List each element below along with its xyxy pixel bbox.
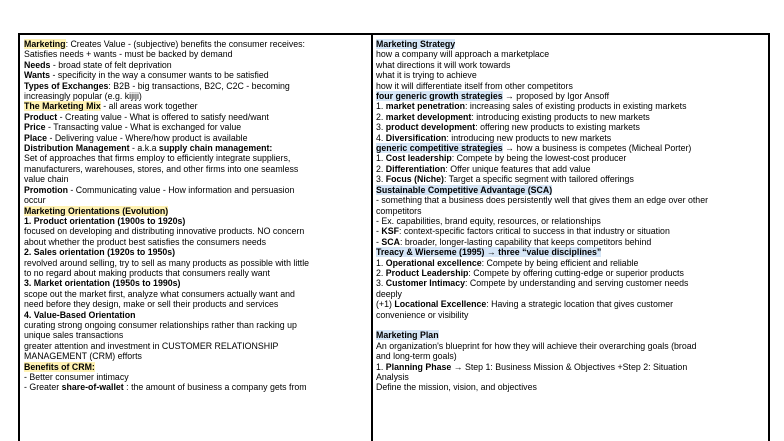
bold-term: 1. Product orientation (1900s to 1920s): [24, 215, 186, 226]
note-text: - specificity in the way a consumer wants to be satisfied: [50, 70, 269, 81]
bold-term: 3. Market orientation (1950s to 1990s): [24, 278, 181, 289]
highlighted-heading: generic competitive strategies: [376, 143, 503, 154]
note-text: : increasing sales of existing products in existing markets: [464, 101, 687, 112]
note-line: [24, 195, 367, 205]
note-text: : introducing new products to new markets: [446, 132, 612, 143]
highlighted-heading: Sustainable Competitive Advantage (SCA): [376, 184, 553, 195]
note-text: Analysis: [376, 371, 409, 382]
note-line: [376, 70, 764, 80]
bold-term: Differentiation: [385, 163, 446, 174]
note-text: about whether the product best satisfies the consumers needs: [24, 236, 267, 247]
note-text: increasingly popular (e.g. kijiji): [24, 91, 142, 102]
note-text: to no regard about making products that consumers really want: [24, 267, 270, 278]
note-text: → how a business is competes (Micheal Porter): [502, 143, 692, 154]
note-text: occur: [24, 195, 46, 206]
note-text: focused on developing and distributing innovative products. NO concern: [24, 226, 305, 237]
note-text: what directions it will work towards: [376, 59, 511, 70]
note-line: [376, 310, 764, 320]
bold-term: supply chain management:: [158, 143, 273, 154]
bold-term: KSF: [381, 226, 399, 237]
highlighted-heading: Marketing Strategy: [376, 39, 456, 49]
note-text: - Greater: [24, 382, 62, 393]
note-text: Define the mission, vision, and objectives: [376, 382, 537, 393]
bold-term: share-of-wallet: [61, 382, 124, 393]
bold-term: 2. Sales orientation (1920s to 1950s): [24, 247, 176, 258]
note-text: : context-specific factors critical to success in that industry or situation: [398, 226, 670, 237]
bold-term: Needs: [24, 59, 51, 70]
note-line: [376, 299, 764, 309]
note-line: [376, 237, 764, 247]
blank-line: [376, 320, 764, 330]
note-line: [24, 60, 367, 70]
note-text: convenience or visibility: [376, 309, 469, 320]
note-text: - broad state of felt deprivation: [50, 59, 172, 70]
note-text: value chain: [24, 174, 69, 185]
note-line: [376, 330, 764, 340]
note-text: deeply: [376, 288, 402, 299]
note-text: → proposed by Igor Ansoff: [502, 91, 610, 102]
note-line: [24, 49, 367, 59]
note-text: : Creates Value - (subjective) benefits the consumer receives:: [65, 39, 305, 49]
bold-term: Diversification: [385, 132, 447, 143]
note-line: [376, 258, 764, 268]
highlighted-heading: The Marketing Mix: [24, 101, 101, 112]
note-line: [24, 143, 367, 153]
bold-term: Promotion: [24, 184, 68, 195]
note-text: Satisfies needs + wants - must be backed by demand: [24, 49, 233, 60]
bold-term: Planning Phase: [385, 361, 452, 372]
bold-term: market development: [385, 111, 472, 122]
note-text: (+1): [376, 299, 395, 310]
note-line: [376, 195, 764, 205]
bold-term: Customer Intimacy: [385, 278, 465, 289]
note-text: how it will differentiate itself from other competitors: [376, 80, 573, 91]
highlighted-heading: Marketing Orientations (Evolution): [24, 205, 169, 216]
note-text: 1.: [376, 101, 386, 112]
note-text: competitors: [376, 205, 422, 216]
note-text: : Compete by offering cutting-edge or superior products: [468, 267, 684, 278]
note-text: 3.: [376, 122, 386, 133]
note-line: [376, 289, 764, 299]
note-line: [376, 372, 764, 382]
note-line: [24, 153, 367, 163]
note-text: 1.: [376, 361, 386, 372]
note-line: [376, 185, 764, 195]
note-text: Set of approaches that firms employ to efficiently integrate suppliers,: [24, 153, 291, 164]
note-line: [376, 362, 764, 372]
bold-term: Wants: [24, 70, 51, 81]
note-line: [376, 143, 764, 153]
note-line: [376, 101, 764, 111]
note-text: : Target a specific segment with tailored offerings: [443, 174, 634, 185]
note-line: [24, 226, 367, 236]
note-text: : offering new products to existing markets: [475, 122, 640, 133]
note-text: : Compete by understanding and serving customer needs: [464, 278, 689, 289]
note-line: [24, 81, 367, 91]
note-line: [24, 185, 367, 195]
note-text: - Delivering value - Where/how product is available: [47, 132, 248, 143]
note-text: 2.: [376, 111, 386, 122]
note-text: : Offer unique features that add value: [445, 163, 591, 174]
note-line: [376, 122, 764, 132]
note-line: [24, 382, 367, 392]
bold-term: Price: [24, 122, 46, 133]
note-line: [376, 133, 764, 143]
note-line: [24, 351, 367, 361]
note-text: 2.: [376, 267, 386, 278]
note-line: [24, 258, 367, 268]
note-line: [24, 362, 367, 372]
note-line: [24, 341, 367, 351]
note-line: [376, 81, 764, 91]
highlighted-heading: four generic growth strategies: [376, 91, 503, 102]
note-line: [24, 174, 367, 184]
note-line: [24, 133, 367, 143]
highlighted-heading: Marketing: [24, 39, 66, 49]
note-text: unique sales transactions: [24, 330, 124, 341]
note-line: [376, 91, 764, 101]
note-line: [24, 268, 367, 278]
note-line: [376, 206, 764, 216]
note-line: [24, 289, 367, 299]
note-line: [24, 216, 367, 226]
note-text: - Better consumer intimacy: [24, 372, 129, 382]
note-line: [24, 70, 367, 80]
note-text: greater attention and investment in CUSTOMER RELATIONSHIP: [24, 340, 279, 351]
note-text: 1.: [376, 257, 386, 268]
note-text: MANAGEMENT (CRM) efforts: [24, 351, 142, 362]
highlighted-heading: Marketing Plan: [376, 330, 439, 341]
note-text: : the amount of business a company gets from: [123, 382, 307, 393]
note-line: [376, 216, 764, 226]
note-text: - Ex. capabilities, brand equity, resources, or relationships: [376, 215, 601, 226]
bold-term: Types of Exchanges: [24, 80, 109, 91]
note-line: [24, 101, 367, 111]
bold-term: Place: [24, 132, 47, 143]
note-line: [376, 112, 764, 122]
note-line: [376, 382, 764, 392]
bold-term: Operational excellence: [385, 257, 482, 268]
note-text: manufacturers, warehouses, stores, and other firms into one seamless: [24, 163, 299, 174]
note-text: : Having a strategic location that gives customer: [486, 299, 674, 310]
note-line: [24, 372, 367, 382]
note-text: : introducing existing products to new markets: [471, 111, 650, 122]
note-text: - Communicating value - How information and persuasion: [67, 184, 295, 195]
note-line: [24, 278, 367, 288]
note-text: An organization's blueprint for how they will achieve their overarching goals (broad: [376, 340, 697, 351]
note-text: 2.: [376, 163, 386, 174]
note-text: → Step 1: Business Mission & Objectives +Step 2: Situation: [451, 361, 688, 372]
notes-sheet: [18, 33, 770, 441]
note-line: [24, 39, 367, 49]
note-line: [376, 60, 764, 70]
note-line: [376, 39, 764, 49]
note-text: what it is trying to achieve: [376, 70, 477, 81]
note-text: - Transacting value - What is exchanged for value: [45, 122, 242, 133]
note-text: curating strong ongoing consumer relationships rather than racking up: [24, 319, 297, 330]
bold-term: product development: [385, 122, 476, 133]
right-column: [373, 35, 768, 441]
note-text: scope out the market first, analyze what consumers actually want and: [24, 288, 295, 299]
bold-term: 4. Value-Based Orientation: [24, 309, 136, 320]
note-text: revolved around selling, try to sell as many products as possible with little: [24, 257, 310, 268]
note-line: [24, 112, 367, 122]
note-line: [376, 226, 764, 236]
bold-term: Locational Excellence: [394, 299, 487, 310]
note-text: 4.: [376, 132, 386, 143]
note-text: - a.k.a: [129, 143, 159, 154]
bold-term: SCA: [381, 236, 400, 247]
note-text: -: [376, 226, 382, 237]
bold-term: Product: [24, 111, 58, 122]
note-text: : Compete by being the lowest-cost producer: [451, 153, 627, 164]
note-line: [376, 174, 764, 184]
note-text: how a company will approach a marketplace: [376, 49, 550, 60]
note-line: [24, 310, 367, 320]
bold-term: Distribution Management: [24, 143, 130, 154]
note-text: - all areas work together: [100, 101, 198, 112]
highlighted-heading: Benefits of CRM:: [24, 361, 95, 372]
note-line: [24, 330, 367, 340]
note-line: [24, 122, 367, 132]
note-line: [24, 320, 367, 330]
note-text: - something that a business does persistently well that gives them an edge over other: [376, 195, 709, 206]
note-text: : B2B - big transactions, B2C, C2C - becoming: [108, 80, 290, 91]
note-line: [376, 247, 764, 257]
note-text: 3.: [376, 174, 386, 185]
highlighted-heading: Treacy & Wierseme (1995) → three “value disciplines”: [376, 247, 602, 258]
note-line: [24, 237, 367, 247]
note-text: 1.: [376, 153, 386, 164]
bold-term: Product Leadership: [385, 267, 469, 278]
note-line: [376, 341, 764, 351]
note-line: [376, 49, 764, 59]
note-text: 3.: [376, 278, 386, 289]
note-line: [24, 91, 367, 101]
bold-term: Cost leadership: [385, 153, 452, 164]
note-line: [24, 299, 367, 309]
bold-term: market penetration: [385, 101, 465, 112]
note-text: : Compete by being efficient and reliable: [481, 257, 639, 268]
note-line: [376, 268, 764, 278]
note-line: [376, 164, 764, 174]
note-text: and long-term goals): [376, 351, 457, 362]
note-line: [376, 153, 764, 163]
note-line: [24, 206, 367, 216]
note-text: need before they design, make or sell their products and services: [24, 299, 279, 310]
note-line: [24, 247, 367, 257]
note-line: [376, 351, 764, 361]
left-column: [20, 35, 373, 441]
note-text: - Creating value - What is offered to satisfy need/want: [57, 111, 269, 122]
note-line: [24, 164, 367, 174]
note-text: -: [376, 236, 382, 247]
note-text: : broader, longer-lasting capability that keeps competitors behind: [399, 236, 652, 247]
note-line: [376, 278, 764, 288]
bold-term: Focus (Niche): [385, 174, 444, 185]
